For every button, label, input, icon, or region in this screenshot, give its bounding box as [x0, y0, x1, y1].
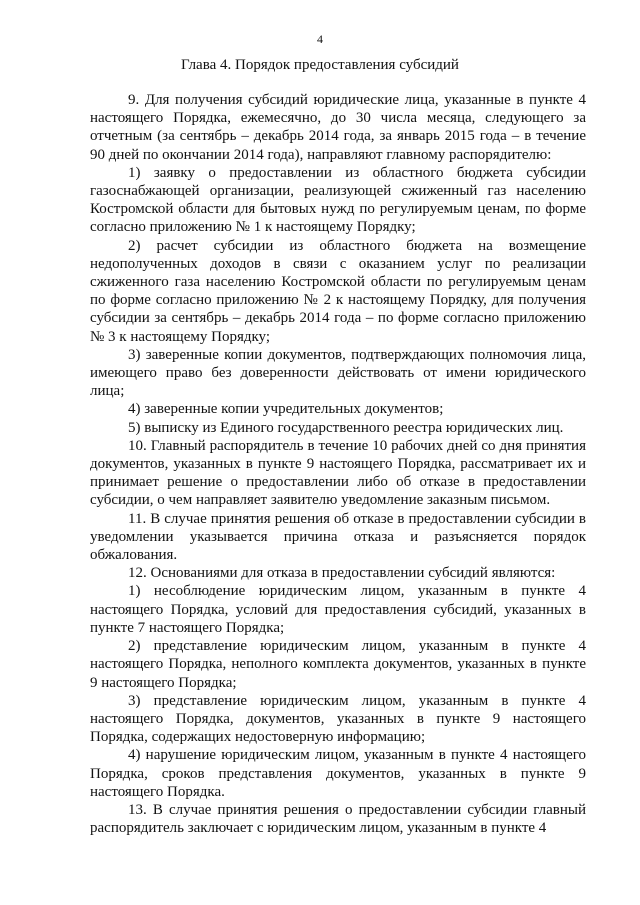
- paragraph-9: 9. Для получения субсидий юридические лица, указанные в пункте 4 настоящего Порядка, ежемесячно, до 30 числа месяца, следующего за отчетным (за сентябрь – декабрь 2014 года, за январь 2015 года – в течение 90 дней по окончании 2014 года), направляют главному распорядителю:: [90, 92, 586, 163]
- paragraph-12-item-1: 1) несоблюдение юридическим лицом, указанным в пункте 4 настоящего Порядка, условий для предоставления субсидий, указанных в пункте 7 настоящего Порядка;: [90, 583, 586, 636]
- paragraph-9-item-1: 1) заявку о предоставлении из областного бюджета субсидии газоснабжающей организации, реализующей сжиженный газ населению Костромской области для бытовых нужд по регулируемым ценам, по форме согласно приложению № 1 к настоящему Порядку;: [90, 164, 586, 236]
- chapter-title: Глава 4. Порядок предоставления субсидий: [181, 57, 459, 73]
- body-text: [90, 91, 586, 837]
- paragraph-11: 11. В случае принятия решения об отказе в предоставлении субсидии в уведомлении указывается причина отказа и разъясняется порядок обжалования.: [90, 510, 586, 564]
- paragraph-9-item-2: 2) расчет субсидии из областного бюджета на возмещение недополученных доходов в связи с оказанием услуг по реализации сжиженного газа населению Костромской области по регулируемым ценам по форме согласно приложению № 2 к настоящему Порядку, для получения субсидии за сентябрь – декабрь 2014 года – по форме согласно приложению № 3 к настоящему Порядку;: [90, 237, 586, 345]
- paragraph-13: 13. В случае принятия решения о предоставлении субсидии главный распорядитель заключает с юридическим лицом, указанным в пункте 4: [90, 801, 586, 837]
- paragraph-10: 10. Главный распорядитель в течение 10 рабочих дней со дня принятия документов, указанных в пункте 9 настоящего Порядка, рассматривает их и принимает решение о предоставлении либо об отказе в предоставлении субсидии, о чем направляет заявителю уведомление заказным письмом.: [90, 437, 586, 509]
- paragraph-12: 12. Основаниями для отказа в предоставлении субсидий являются:: [128, 565, 556, 582]
- paragraph-12-item-2: 2) представление юридическим лицом, указанным в пункте 4 настоящего Порядка, неполного комплекта документов, указанных в пункте 9 настоящего Порядка;: [90, 638, 586, 691]
- paragraph-9-item-5: 5) выписку из Единого государственного реестра юридических лиц.: [128, 419, 564, 436]
- paragraph-12-item-4: 4) нарушение юридическим лицом, указанным в пункте 4 настоящего Порядка, сроков представления документов, указанных в пункте 9 настоящего Порядка.: [90, 747, 586, 800]
- paragraph-9-item-4: 4) заверенные копии учредительных документов;: [128, 401, 444, 418]
- paragraph-12-item-3: 3) представление юридическим лицом, указанным в пункте 4 настоящего Порядка, документов, указанных в пункте 9 настоящего Порядка, содержащих недостоверную информацию;: [90, 692, 586, 746]
- paragraph-9-item-3: 3) заверенные копии документов, подтверждающих полномочия лица, имеющего право без доверенности действовать от имени юридического лица;: [90, 346, 586, 400]
- page-number: 4: [317, 32, 323, 46]
